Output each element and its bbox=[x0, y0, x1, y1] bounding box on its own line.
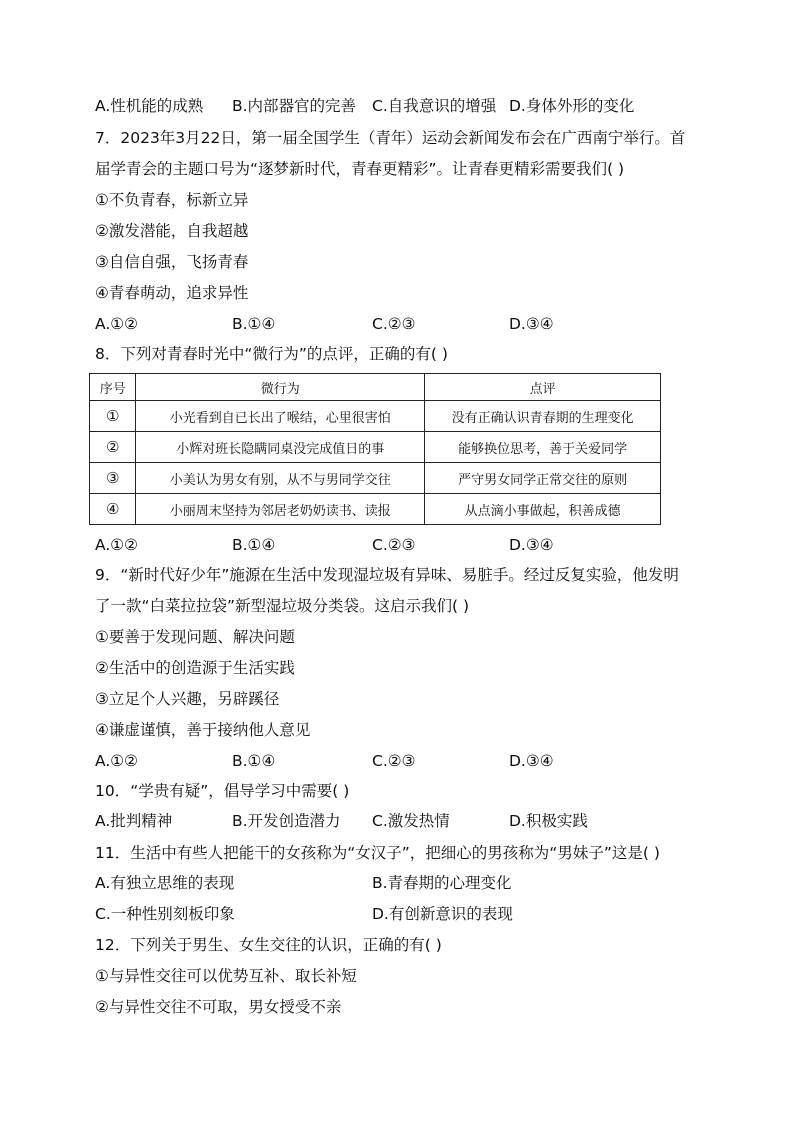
q9-option-a: A.①② bbox=[95, 752, 139, 770]
q9-item-1: ①要善于发现问题、解决问题 bbox=[95, 628, 295, 646]
table-row bbox=[90, 432, 661, 463]
q7-option-b: B.①④ bbox=[232, 315, 276, 333]
table-cell-comment: 没有正确认识青春期的生理变化 bbox=[425, 401, 661, 432]
q7-item-2: ②激发潜能，自我超越 bbox=[95, 222, 249, 240]
q9-option-c: C.②③ bbox=[372, 752, 416, 770]
q6-option-b: B.内部器官的完善 bbox=[232, 97, 357, 115]
table-cell-index: ④ bbox=[90, 494, 136, 525]
q7-item-3: ③自信自强，飞扬青春 bbox=[95, 253, 249, 271]
q10-stem: 10．“学贵有疑”，倡导学习中需要( ) bbox=[95, 782, 350, 800]
table-cell-index: ③ bbox=[90, 463, 136, 494]
table-header-index: 序号 bbox=[90, 374, 136, 401]
q11-option-b: B.青春期的心理变化 bbox=[372, 874, 512, 892]
q6-option-c: C.自我意识的增强 bbox=[372, 97, 497, 115]
q11-option-c: C.一种性别刻板印象 bbox=[95, 905, 235, 923]
table-cell-behavior: 小美认为男女有别，从不与男同学交往 bbox=[136, 463, 425, 494]
q9-item-3: ③立足个人兴趣，另辟蹊径 bbox=[95, 690, 280, 708]
q9-option-b: B.①④ bbox=[232, 752, 276, 770]
q7-option-c: C.②③ bbox=[372, 315, 416, 333]
q12-stem: 12．下列关于男生、女生交往的认识，正确的有( ) bbox=[95, 936, 442, 954]
table-cell-behavior: 小丽周末坚持为邻居老奶奶读书、读报 bbox=[136, 494, 425, 525]
table-header-row bbox=[90, 374, 661, 401]
table-row bbox=[90, 463, 661, 494]
q8-option-a: A.①② bbox=[95, 536, 139, 554]
q10-option-c: C.激发热情 bbox=[372, 812, 450, 830]
q7-item-1: ①不负青春，标新立异 bbox=[95, 191, 249, 209]
q10-option-d: D.积极实践 bbox=[509, 812, 588, 830]
q9-item-4: ④谦虚谨慎，善于接纳他人意见 bbox=[95, 721, 311, 739]
table-cell-behavior: 小光看到自已长出了喉结，心里很害怕 bbox=[136, 401, 425, 432]
q8-table bbox=[89, 373, 661, 525]
q8-option-d: D.③④ bbox=[509, 536, 554, 554]
q7-option-a: A.①② bbox=[95, 315, 139, 333]
q9-stem-line1: 9．“新时代好少年”施源在生活中发现湿垃圾有异味、易脏手。经过反复实验，他发明 bbox=[95, 566, 679, 584]
table-row bbox=[90, 494, 661, 525]
q11-option-d: D.有创新意识的表现 bbox=[372, 905, 513, 923]
q8-option-c: C.②③ bbox=[372, 536, 416, 554]
q10-option-a: A.批判精神 bbox=[95, 812, 173, 830]
q6-option-d: D.身体外形的变化 bbox=[509, 97, 635, 115]
q8-option-b: B.①④ bbox=[232, 536, 276, 554]
q7-item-4: ④青春萌动，追求异性 bbox=[95, 284, 249, 302]
q9-stem-line2: 了一款“白菜拉拉袋”新型湿垃圾分类袋。这启示我们( ) bbox=[95, 597, 470, 615]
q9-option-d: D.③④ bbox=[509, 752, 554, 770]
q11-option-a: A.有独立思维的表现 bbox=[95, 874, 235, 892]
table-header-behavior: 微行为 bbox=[136, 374, 425, 401]
table-cell-comment: 严守男女同学正常交往的原则 bbox=[425, 463, 661, 494]
q7-option-d: D.③④ bbox=[509, 315, 554, 333]
q12-item-2: ②与异性交往不可取，男女授受不亲 bbox=[95, 998, 342, 1016]
table-header-comment: 点评 bbox=[425, 374, 661, 401]
q6-option-a: A.性机能的成熟 bbox=[95, 97, 204, 115]
q7-stem-line1: 7．2023年3月22日，第一届全国学生（青年）运动会新闻发布会在广西南宁举行。首 bbox=[95, 129, 686, 147]
q8-stem: 8．下列对青春时光中“微行为”的点评，正确的有( ) bbox=[95, 345, 448, 363]
q11-stem: 11．生活中有些人把能干的女孩称为“女汉子”，把细心的男孩称为“男妹子”这是( ) bbox=[95, 844, 660, 862]
q12-item-1: ①与异性交往可以优势互补、取长补短 bbox=[95, 967, 357, 985]
table-cell-behavior: 小辉对班长隐瞒同桌没完成值日的事 bbox=[136, 432, 425, 463]
q7-stem-line2: 届学青会的主题口号为“逐梦新时代，青春更精彩”。让青春更精彩需要我们( ) bbox=[95, 160, 625, 178]
table-cell-comment: 能够换位思考，善于关爱同学 bbox=[425, 432, 661, 463]
table-cell-comment: 从点滴小事做起，积善成德 bbox=[425, 494, 661, 525]
table-cell-index: ② bbox=[90, 432, 136, 463]
table-row bbox=[90, 401, 661, 432]
q10-option-b: B.开发创造潜力 bbox=[232, 812, 341, 830]
q9-item-2: ②生活中的创造源于生活实践 bbox=[95, 659, 295, 677]
table-cell-index: ① bbox=[90, 401, 136, 432]
